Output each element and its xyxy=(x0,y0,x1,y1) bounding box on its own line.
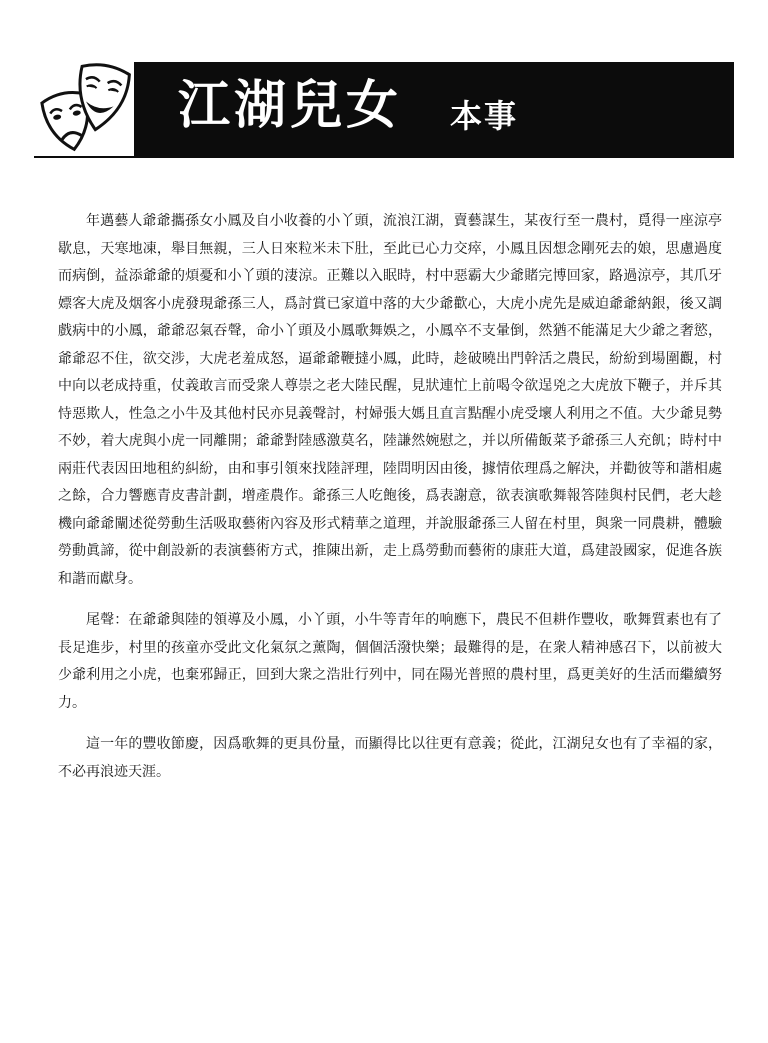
paragraph-epilogue: 尾聲：在爺爺與陸的領導及小鳳，小丫頭，小牛等青年的响應下，農民不但耕作豐收，歌舞質素也有了長足進步，村里的孩童亦受此文化氣氛之薰陶，個個活潑快樂；最難得的是，在衆人精神感召下，以前被大少爺利用之小虎，也棄邪歸正，回到大衆之浩壯行列中，同在陽光普照的農村里，爲更美好的生活而繼續努力。 xyxy=(58,612,722,711)
synopsis-body xyxy=(58,208,722,800)
paragraph-story: 年邁藝人爺爺攜孫女小鳳及自小收養的小丫頭，流浪江湖，賣藝謀生，某夜行至一農村，覓得一座涼亭歇息，天寒地凍，舉目無親，三人日來粒米未下肚，至此已心力交瘁，小鳳且因想念剛死去的娘，思慮過度而病倒，益添爺爺的煩憂和小丫頭的淒涼。正難以入眠時，村中惡霸大少爺賭完博回家，路過涼亭，其爪牙嫖客大虎及烟客小虎發現爺孫三人，爲討賞已家道中落的大少爺歡心，大虎小虎先是威迫爺爺納銀，後又調戲病中的小鳳，爺爺忍氣吞聲，命小丫頭及小鳳歌舞娛之，小鳳卒不支暈倒，然猶不能滿足大少爺之奢慾，爺爺忍不住，欲交涉，大虎老羞成怒，逼爺爺鞭撻小鳳，此時，趁破曉出門幹活之農民，紛紛到場圍觀，村中向以老成持重，仗義敢言而受衆人尊崇之老大陸民醒，見狀連忙上前喝令欲逞兇之大虎放下鞭子，并斥其恃惡欺人，性急之小牛及其他村民亦見義聲討，村婦張大媽且直言點醒小虎受壞人利用之不值。大少爺見勢不妙，着大虎與小虎一同離開；爺爺對陸感激莫名，陸謙然婉慰之，并以所備飯菜予爺孫三人充飢；時村中兩莊代表因田地租約糾紛，由和事引領來找陸評理，陸問明因由後，據情依理爲之解決，并勸彼等和諧相處之餘，合力響應青皮書計劃，增產農作。爺孫三人吃飽後，爲表謝意，欲表演歌舞報答陸與村民們，老大趁機向爺爺闡述從勞動生活吸取藝術內容及形式精華之道理，并說服爺孫三人留在村里，與衆一同農耕，體驗勞動眞諦，從中創設新的表演藝術方式，推陳出新，走上爲勞動而藝術的康莊大道，爲建設國家，促進各族和諧而獻身。 xyxy=(58,213,722,587)
paragraph-ending: 這一年的豐收節慶，因爲歌舞的更具份量，而顯得比以往更有意義；從此，江湖兒女也有了幸福的家，不必再浪迹天涯。 xyxy=(58,736,722,780)
theater-masks-icon xyxy=(38,58,136,158)
page-title: 江湖兒女 xyxy=(178,75,403,136)
title-banner xyxy=(134,62,734,156)
header-rule xyxy=(34,156,734,158)
page-subtitle: 本事 xyxy=(450,97,519,135)
